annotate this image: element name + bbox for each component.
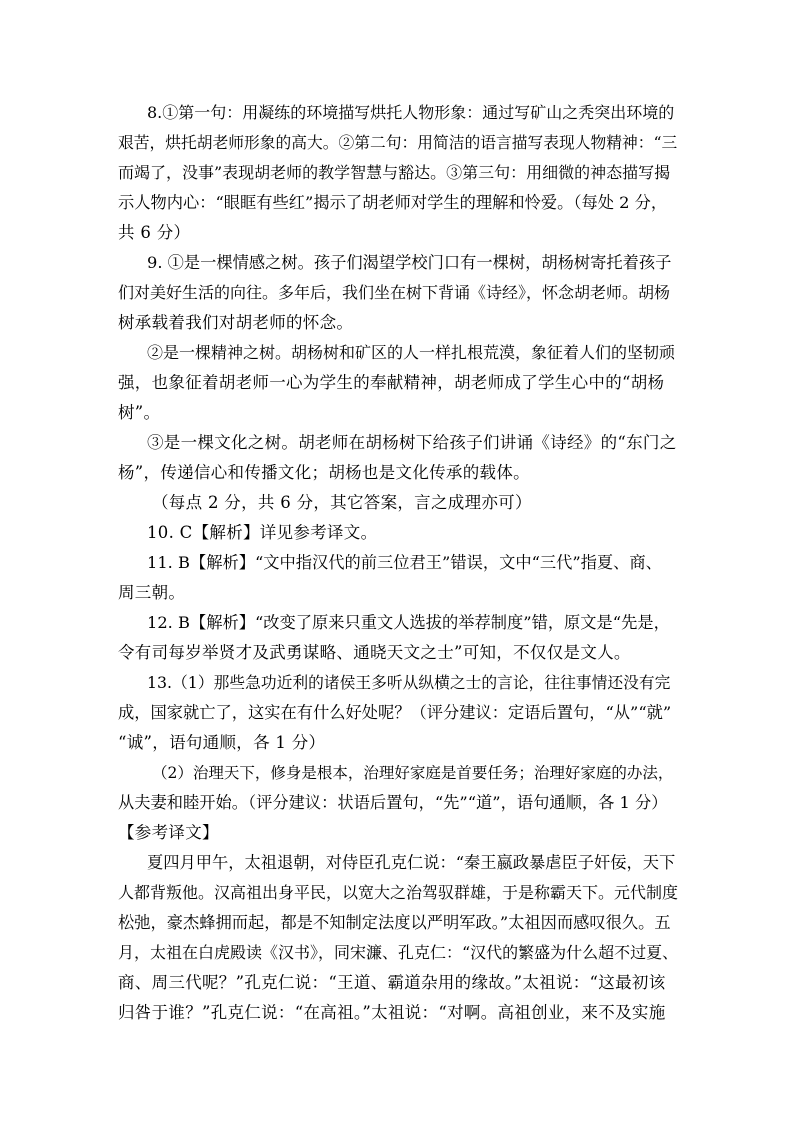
text-line: 示人物内心：“眼眶有些红”揭示了胡老师对学生的理解和怜爱。（每处 2 分， xyxy=(118,193,668,212)
text-line: 们对美好生活的向往。多年后，我们坐在树下背诵《诗经》，怀念胡老师。胡杨 xyxy=(118,283,671,302)
text-line: 8.①第一句：用凝练的环境描写烘托人物形象：通过写矿山之秃突出环境的 xyxy=(147,103,675,122)
text-line: 松弛，豪杰蜂拥而起，都是不知制定法度以严明军政。”太祖因而感叹很久。五 xyxy=(118,913,671,932)
text-line: （每点 2 分，共 6 分，其它答案，言之成理亦可） xyxy=(152,493,532,512)
text-line: （2）治理天下，修身是根本，治理好家庭是首要任务；治理好家庭的办法， xyxy=(152,764,674,782)
text-line: “诚”，语句通顺，各 1 分） xyxy=(118,733,326,752)
text-line: 人都背叛他。汉高祖出身平民，以宽大之治驾驭群雄，于是称霸天下。元代制度 xyxy=(118,883,679,902)
text-line: 归咎于谁？”孔克仁说：“在高祖。”太祖说：“对啊。高祖创业，来不及实施 xyxy=(118,1003,666,1022)
text-line: 夏四月甲午，太祖退朝，对侍臣孔克仁说：“秦王嬴政暴虐臣子奸佞，天下 xyxy=(147,853,676,872)
text-line: 成，国家就亡了，这实在有什么好处呢？（评分建议：定语后置句，“从”“就” xyxy=(118,703,672,722)
text-line: 12. B【解析】“改变了原来只重文人选拔的举荐制度”错，原文是“先是， xyxy=(147,613,670,632)
text-line: 树承载着我们对胡老师的怀念。 xyxy=(118,313,354,332)
text-line: 艰苦，烘托胡老师形象的高大。②第二句：用简洁的语言描写表现人物精神：“三 xyxy=(118,133,678,152)
text-line: 从夫妻和睦开始。（评分建议：状语后置句，“先”“道”，语句通顺，各 1 分） xyxy=(118,793,668,812)
text-line: 而竭了，没事”表现胡老师的教学智慧与豁达。③第三句：用细微的神态描写揭 xyxy=(118,163,671,182)
text-line: 周三朝。 xyxy=(118,583,186,602)
text-line: ②是一棵精神之树。胡杨树和矿区的人一样扎根荒漠，象征着人们的坚韧顽 xyxy=(147,343,676,362)
text-line: ③是一棵文化之树。胡老师在胡杨树下给孩子们讲诵《诗经》的“东门之 xyxy=(147,433,677,452)
text-line: 月，太祖在白虎殿读《汉书》，同宋濂、孔克仁：“汉代的繁盛为什么超不过夏、 xyxy=(118,943,679,962)
text-line: 10. C【解析】详见参考译文。 xyxy=(147,523,378,542)
text-line: 强，也象征着胡老师一心为学生的奉献精神，胡老师成了学生心中的“胡杨 xyxy=(118,373,665,392)
text-line: 令有司每岁举贤才及武勇谋略、通晓天文之士”可知，不仅仅是文人。 xyxy=(118,643,631,662)
text-line: 树”。 xyxy=(118,403,161,422)
section-heading: 【参考译文】 xyxy=(118,823,219,842)
text-line: 9. ①是一棵情感之树。孩子们渴望学校门口有一棵树，胡杨树寄托着孩子 xyxy=(147,253,672,272)
text-line: 杨”，传递信心和传播文化；胡杨也是文化传承的载体。 xyxy=(118,463,530,482)
text-line: 11. B【解析】“文中指汉代的前三位君王”错误，文中“三代”指夏、商、 xyxy=(147,553,662,572)
text-line: 13.（1）那些急功近利的诸侯王多听从纵横之士的言论，往往事情还没有完 xyxy=(147,673,671,692)
text-line: 商、周三代呢？”孔克仁说：“王道、霸道杂用的缘故。”太祖说：“这最初该 xyxy=(118,973,666,992)
text-line: 共 6 分） xyxy=(118,223,191,242)
